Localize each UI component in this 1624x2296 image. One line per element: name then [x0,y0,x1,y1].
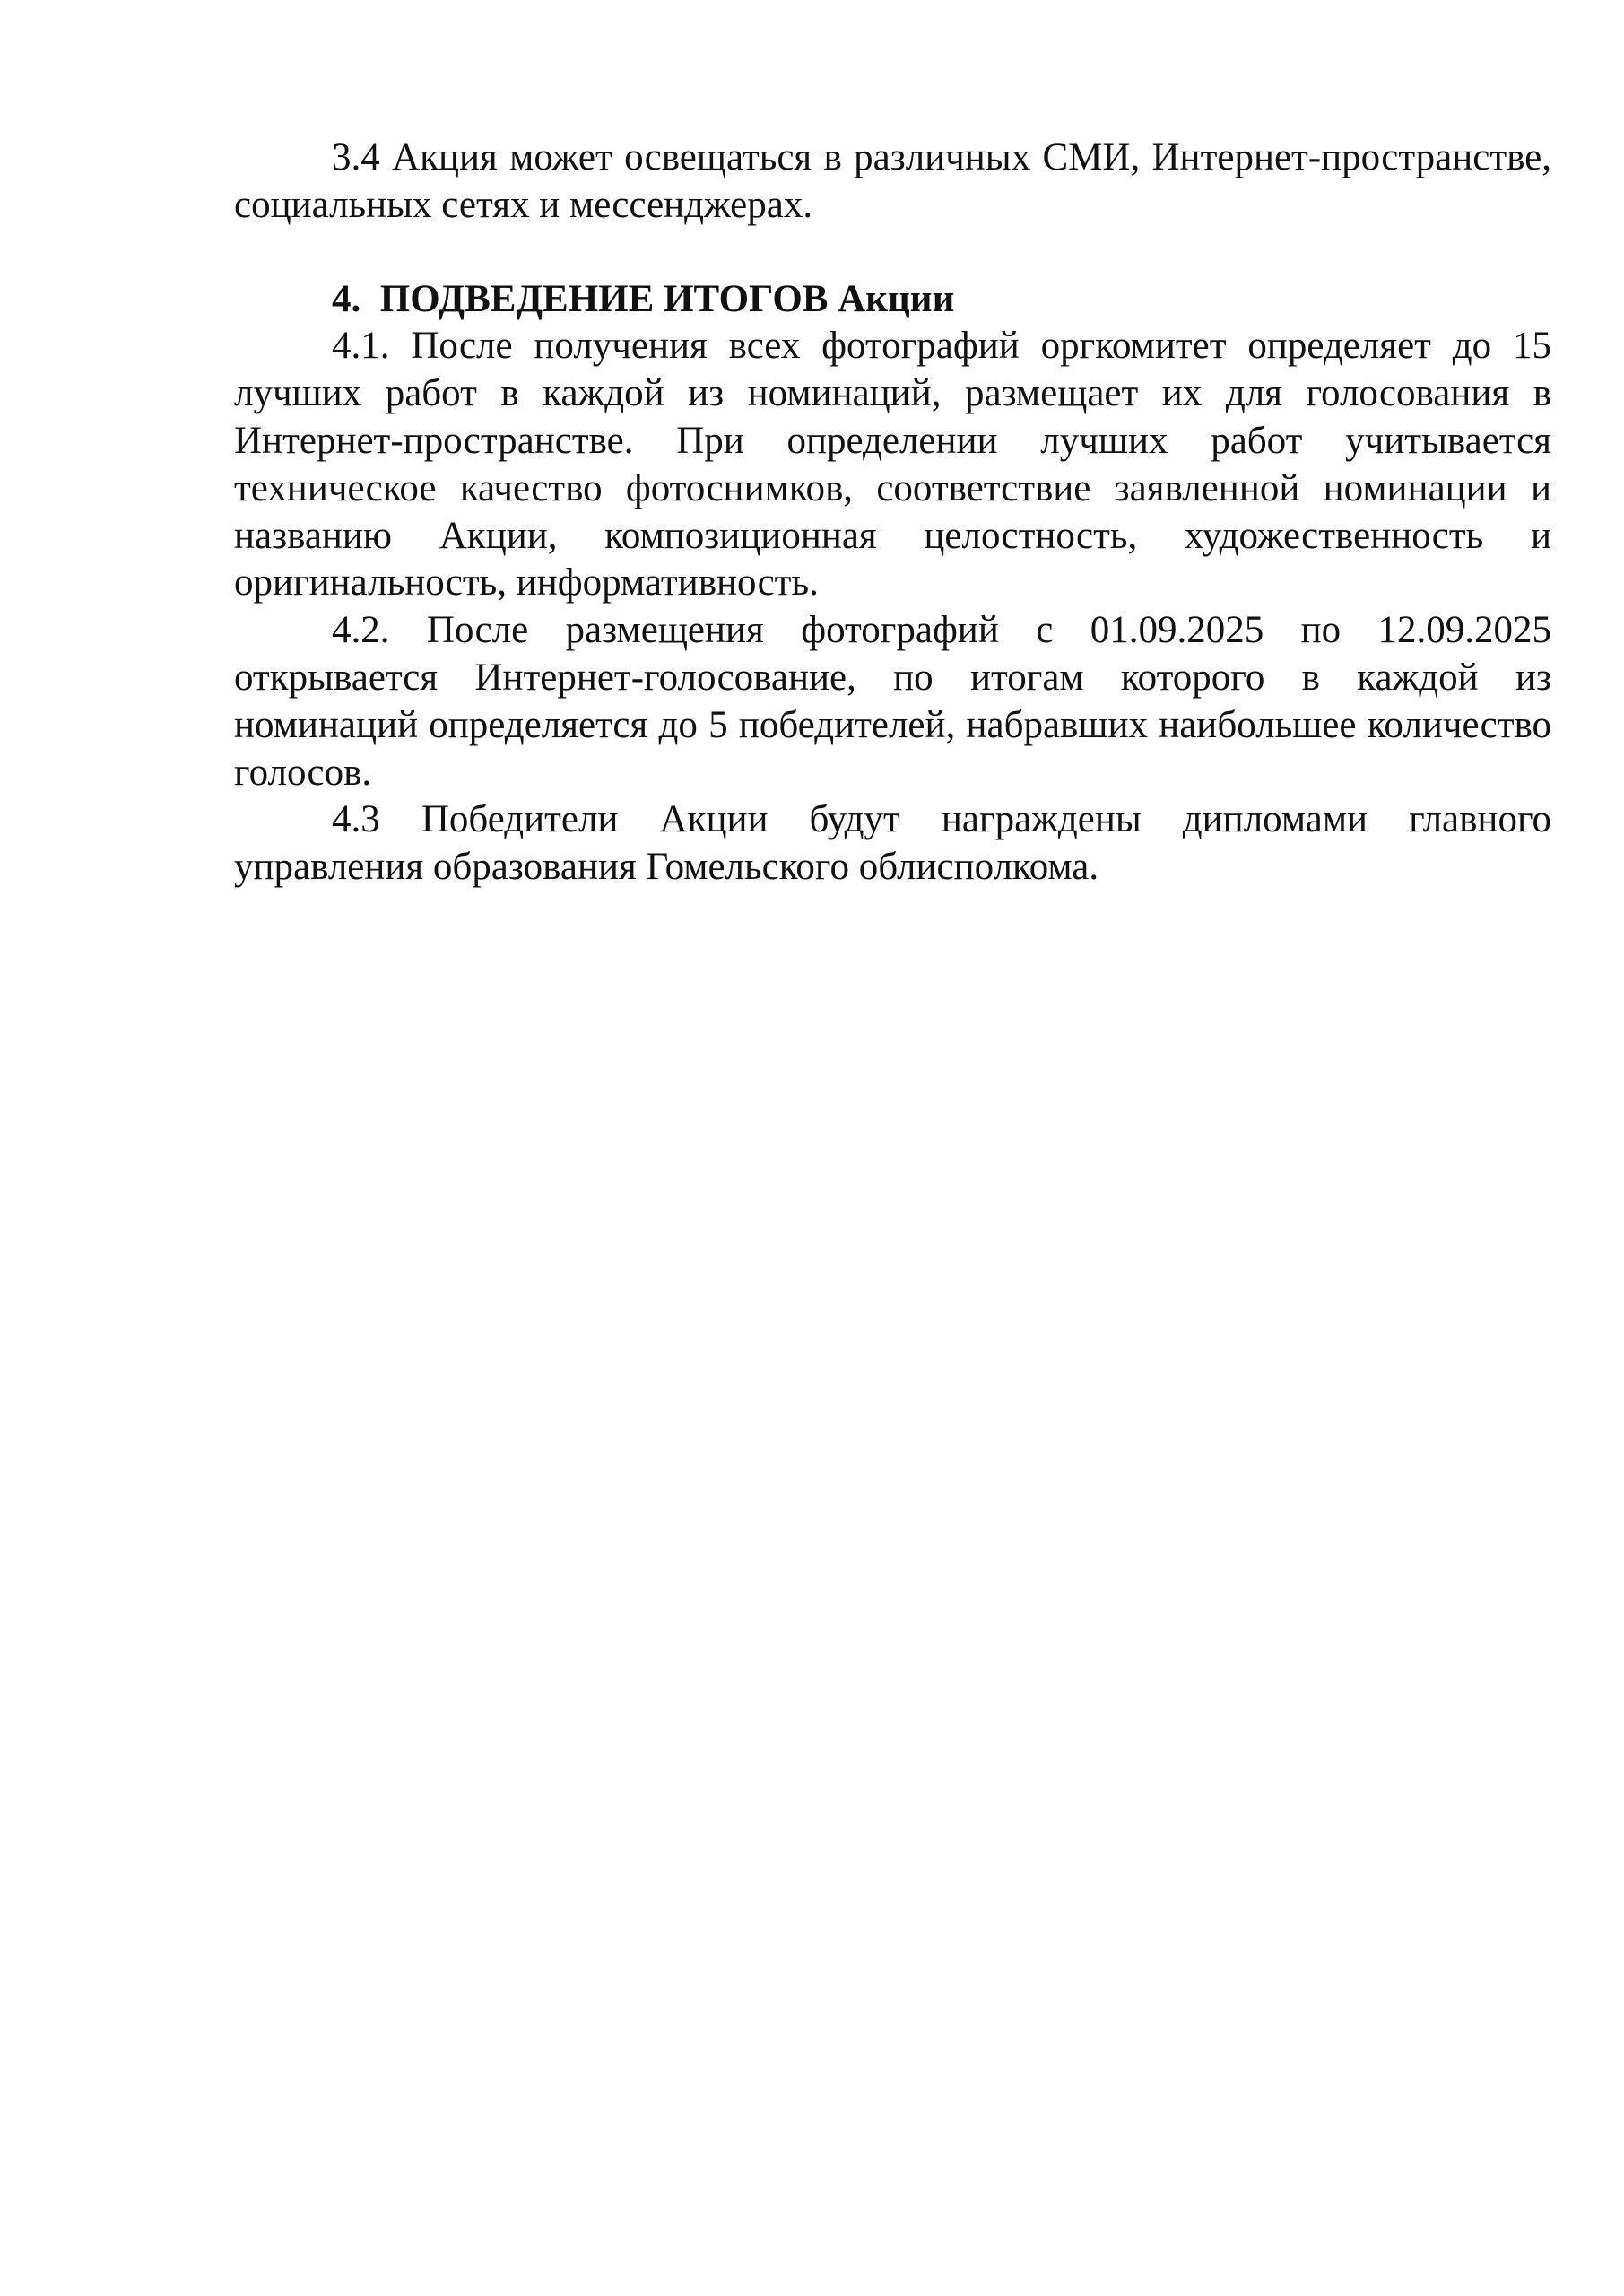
section-heading-4 [234,276,1551,324]
document-body [234,135,1551,891]
paragraph-number: 3.4 [332,136,380,178]
paragraph-text: Акция может освещаться в различных СМИ, Интернет-пространстве, социальных сетях и мессенджерах. [234,136,1552,226]
paragraph-text: После размещения фотографий с 01.09.2025 по 12.09.2025 открывается Интернет-голосование, по итогам которого в каждой из номинаций определяется до 5 победителей, набравших наибольшее количество голосов. [234,609,1552,794]
section-title: ПОДВЕДЕНИЕ ИТОГОВ Акции [379,277,955,320]
paragraph-4-2 [234,607,1551,796]
paragraph-number: 4.3 [332,798,380,841]
paragraph-text: Победители Акции будут награждены дипломами главного управления образования Гомельского облисполкома. [234,798,1552,889]
paragraph-4-1 [234,323,1551,607]
paragraph-number: 4.1. [332,325,390,368]
paragraph-text: После получения всех фотографий оргкомитет определяет до 15 лучших работ в каждой из номинаций, размещает их для голосования в Интернет-пространстве. При определении лучших работ учитывается техническое качество фотоснимков, соответствие заявленной номинации и названию Акции, композиционная целостность, художественность и оригинальность, информативность. [234,325,1551,604]
paragraph-3-4 [234,135,1551,230]
section-number: 4. [332,277,361,320]
paragraph-4-3 [234,796,1551,891]
paragraph-number: 4.2. [332,609,390,652]
